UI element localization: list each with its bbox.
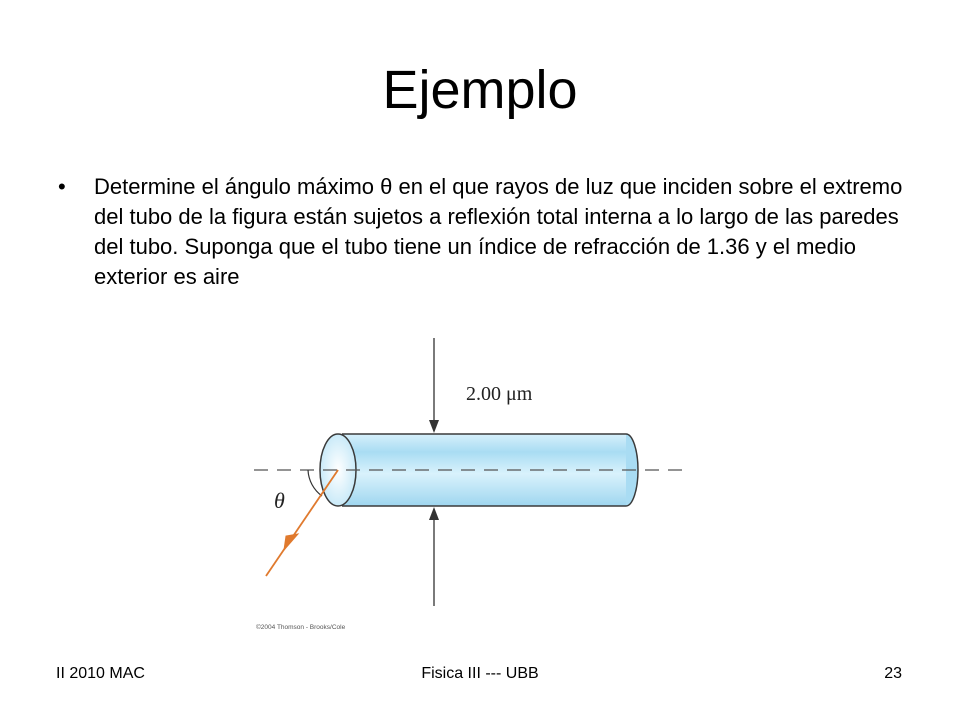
bullet-item: [58, 172, 918, 312]
ray-arrowhead: [284, 534, 298, 550]
bullet-text: Determine el ángulo máximo θ en el que rayos de luz que inciden sobre el extremo del tubo de la figura están sujetos a reflexión total interna a lo largo de las paredes del tubo. Suponga que el tubo tiene un índice de refracción de 1.36 y el medio exterior es aire: [94, 174, 903, 289]
copyright-label: ©2004 Thomson - Brooks/Cole: [256, 624, 346, 631]
arrowhead-down: [429, 420, 439, 433]
footer-left-text: II 2010 MAC: [56, 665, 145, 682]
optical-fiber-figure: [248, 334, 688, 634]
arrowhead-up: [429, 507, 439, 520]
incident-ray: [266, 470, 338, 576]
slide-title: Ejemplo: [382, 60, 578, 120]
footer-center-text: Fisica III --- UBB: [421, 665, 539, 682]
slide-number: 23: [884, 665, 902, 682]
angle-label: θ: [274, 488, 285, 513]
bullet-marker: •: [58, 174, 66, 199]
diameter-label: 2.00 μm: [466, 383, 533, 405]
